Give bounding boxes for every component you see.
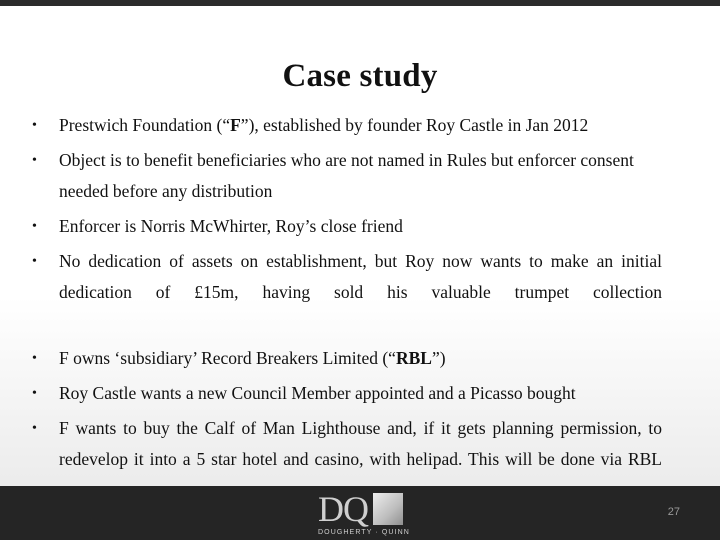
bullet-dot-icon: •	[32, 386, 37, 401]
bullet-text	[59, 383, 576, 403]
bullet-text-part: F owns ‘subsidiary’ Record Breakers Limited (“	[59, 348, 396, 368]
bullet-keyword: RBL	[395, 348, 432, 368]
slide-title: Case study	[282, 58, 438, 95]
bullet-text	[59, 216, 403, 236]
bullet-list	[32, 110, 662, 510]
bullet-item	[32, 110, 662, 141]
bullet-text-part: Object is to benefit beneficiaries who are not named in Rules but enforcer consent needed before any distribution	[59, 150, 634, 201]
logo-letters: DQ	[318, 489, 368, 529]
bullet-dot-icon: •	[32, 153, 37, 168]
top-rule	[0, 0, 720, 6]
bullet-text	[59, 115, 588, 135]
logo-wordmark: DOUGHERTY · QUINN	[318, 529, 410, 536]
bullet-dot-icon: •	[32, 118, 37, 133]
bullet-text-part: No dedication of assets on establishment, but Roy now wants to make an initial dedication of £15m, having sold his valuable trumpet collection	[59, 251, 662, 302]
bullet-dot-icon: •	[32, 421, 37, 436]
bullet-dot-icon: •	[32, 351, 37, 366]
bullet-text-part: Roy Castle wants a new Council Member appointed and a Picasso bought	[59, 383, 576, 403]
bullet-item	[32, 343, 662, 374]
bullet-text	[59, 348, 446, 368]
page-number: 27	[667, 506, 680, 518]
bullet-item	[32, 211, 662, 242]
bullet-keyword: F	[230, 115, 241, 135]
bullet-item	[32, 246, 662, 339]
bullet-text	[59, 150, 634, 201]
bullet-text-part: Prestwich Foundation (“	[59, 115, 231, 135]
bullet-dot-icon: •	[32, 219, 37, 234]
bullet-text	[59, 246, 662, 339]
bullet-item	[32, 145, 662, 207]
bullet-text-part: ”), established by founder Roy Castle in Jan 2012	[240, 115, 589, 135]
logo-square-icon	[373, 493, 403, 525]
dougherty-quinn-logo	[318, 490, 408, 538]
bullet-text-part: F wants to buy the Calf of Man Lighthouse and, if it gets planning permission, to redevelop it into a 5 star hotel and casino, with helipad. This will be done via RBL	[59, 418, 662, 469]
bullet-text-part: ”)	[431, 348, 446, 368]
bullet-text-part: Enforcer is Norris McWhirter, Roy’s close friend	[59, 216, 403, 236]
bullet-item	[32, 378, 662, 409]
bullet-dot-icon: •	[32, 254, 37, 269]
